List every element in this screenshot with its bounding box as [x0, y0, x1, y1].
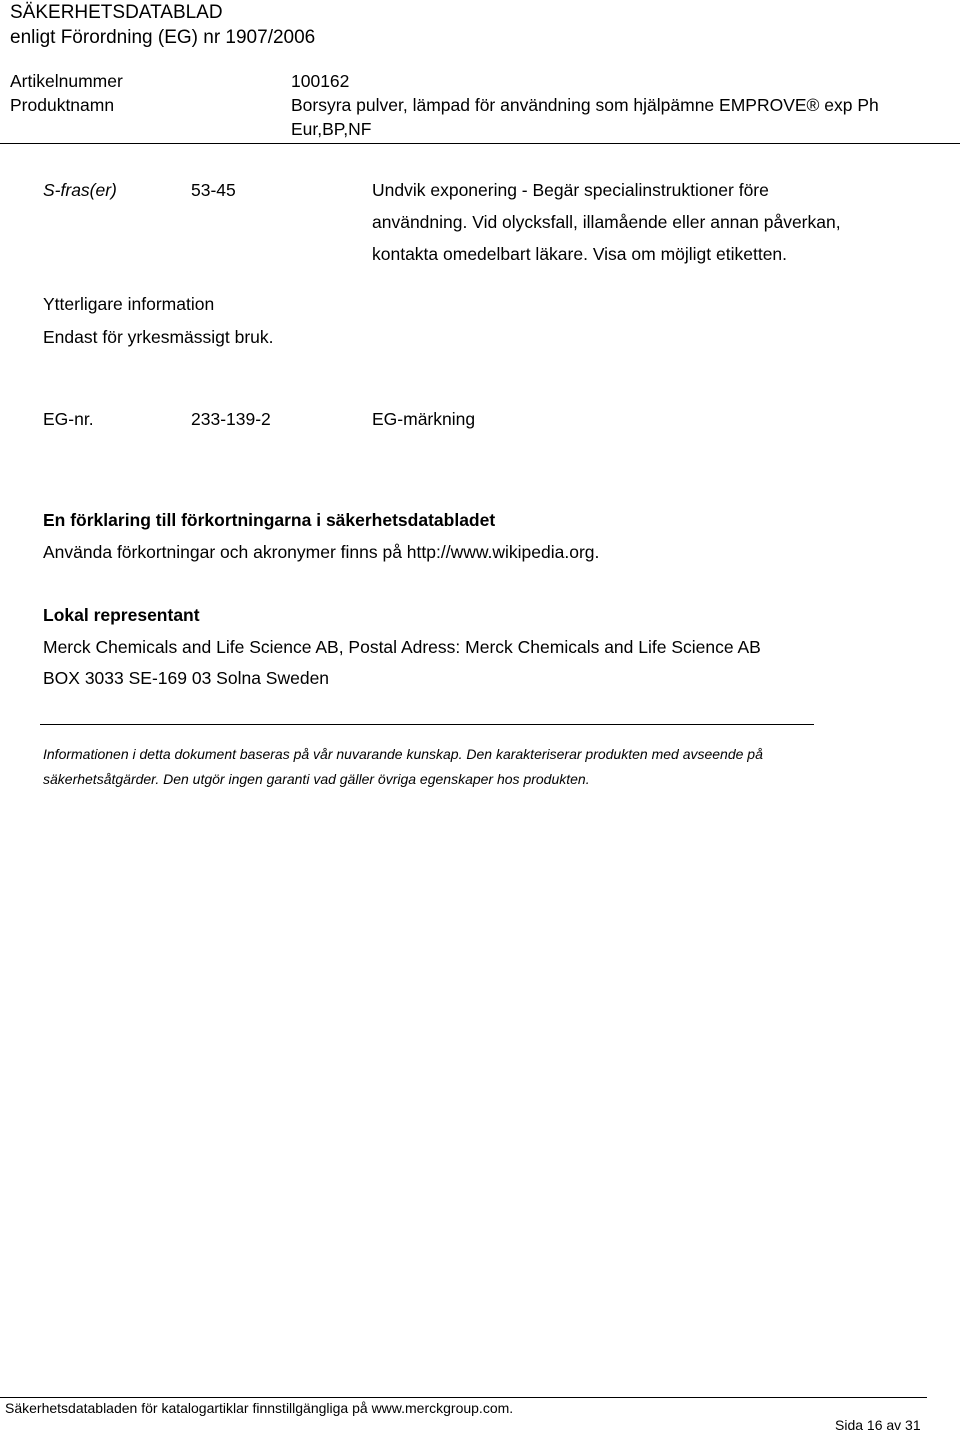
abbreviations-text: Använda förkortningar och akronymer finns på http://www.wikipedia.org.	[43, 542, 600, 562]
regulation-reference: enligt Förordning (EG) nr 1907/2006	[10, 27, 316, 48]
eg-number-label: EG-nr.	[43, 409, 94, 429]
page-number: Sida 16 av 31	[835, 1417, 921, 1433]
representative-heading: Lokal representant	[43, 605, 200, 625]
s-phrase-text-line1: Undvik exponering - Begär specialinstruktioner före	[372, 180, 769, 200]
additional-info-heading: Ytterligare information	[43, 294, 215, 314]
s-phrase-code: 53-45	[191, 180, 236, 200]
abbreviations-heading: En förklaring till förkortningarna i säkerhetsdatabladet	[43, 510, 496, 530]
s-phrase-label: S-fras(er)	[43, 180, 117, 200]
eg-marking: EG-märkning	[372, 409, 476, 429]
disclaimer-divider	[40, 724, 814, 725]
product-name-value-line1: Borsyra pulver, lämpad för användning som hjälpämne EMPROVE® exp Ph	[291, 95, 879, 115]
representative-address-line1: Merck Chemicals and Life Science AB, Postal Adress: Merck Chemicals and Life Science AB	[43, 637, 761, 657]
footer-note: Säkerhetsdatabladen för katalogartiklar finnstillgängliga på www.merckgroup.com.	[5, 1400, 514, 1416]
disclaimer-line2: säkerhetsåtgärder. Den utgör ingen garanti vad gäller övriga egenskaper hos produkten.	[43, 771, 590, 787]
footer-divider	[0, 1397, 927, 1398]
eg-number-value: 233-139-2	[191, 409, 271, 429]
header-divider	[0, 143, 960, 144]
document-title: SÄKERHETSDATABLAD	[10, 2, 223, 23]
disclaimer-line1: Informationen i detta dokument baseras på vår nuvarande kunskap. Den karakteriserar produkten med avseende på	[43, 746, 763, 762]
s-phrase-text-line2: användning. Vid olycksfall, illamående eller annan påverkan,	[372, 212, 841, 232]
additional-info-text: Endast för yrkesmässigt bruk.	[43, 327, 274, 347]
article-number-value: 100162	[291, 71, 350, 91]
s-phrase-text-line3: kontakta omedelbart läkare. Visa om möjligt etiketten.	[372, 244, 788, 264]
product-name-value-line2: Eur,BP,NF	[291, 119, 372, 139]
representative-address-line2: BOX 3033 SE-169 03 Solna Sweden	[43, 668, 330, 688]
product-name-label: Produktnamn	[10, 95, 115, 115]
article-number-label: Artikelnummer	[10, 71, 123, 91]
